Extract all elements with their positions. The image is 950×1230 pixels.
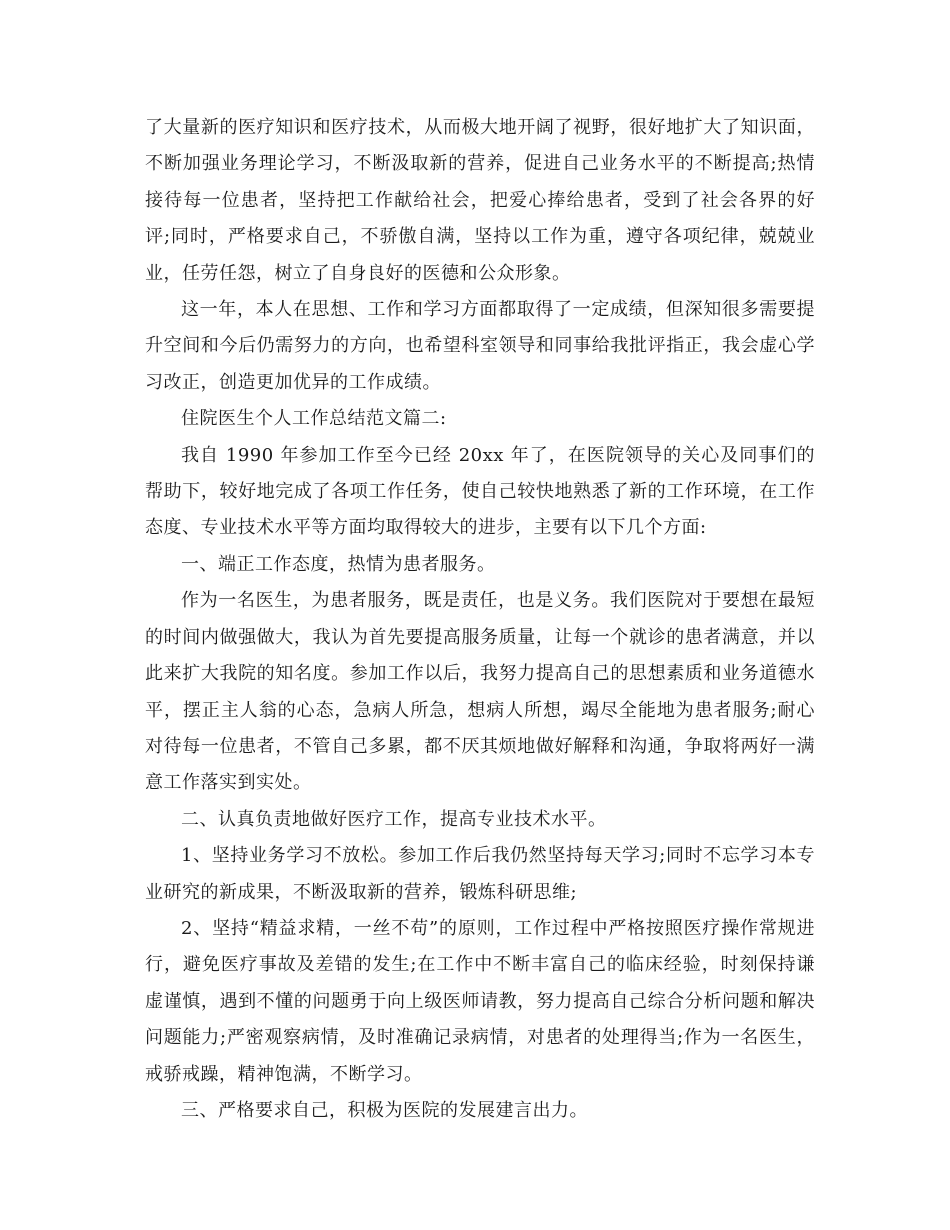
section-heading: 一、端正工作态度，热情为患者服务。 — [181, 553, 496, 575]
paragraph: 了大量新的医疗知识和医疗技术，从而极大地开阔了视野，很好地扩大了知识面，不断加强业务理论学习，不断汲取新的营养，促进自己业务水平的不断提高;热情接待每一位患者，坚持把工作献给社会，把爱心捧给患者，受到了社会各界的好评;同时，严格要求自己，不骄傲自满，坚持以工作为重，遵守各项纪律，兢兢业业，任劳任怨，树立了自身良好的医德和公众形象。 — [145, 117, 815, 284]
paragraph: 这一年，本人在思想、工作和学习方面都取得了一定成绩，但深知很多需要提升空间和今后仍需努力的方向，也希望科室领导和同事给我批评指正，我会虚心学习改正，创造更加优异的工作成绩。 — [145, 299, 815, 393]
paragraph: 作为一名医生，为患者服务，既是责任，也是义务。我们医院对于要想在最短的时间内做强做大，我认为首先要提高服务质量，让每一个就诊的患者满意，并以此来扩大我院的知名度。参加工作以后，我努力提高自己的思想素质和业务道德水平，摆正主人翁的心态，急病人所急，想病人所想，竭尽全能地为患者服务;耐心对待每一位患者，不管自己多累，都不厌其烦地做好解释和沟通，争取将两好一满意工作落实到实处。 — [145, 590, 815, 794]
document-body — [145, 110, 815, 1129]
section-heading: 二、认真负责地做好医疗工作，提高专业技术水平。 — [181, 808, 607, 830]
list-item: 2、坚持“精益求精，一丝不苟”的原则，工作过程中严格按照医疗操作常规进行，避免医疗事故及差错的发生;在工作中不断丰富自己的临床经验，时刻保持谦虚谨慎，遇到不懂的问题勇于向上级医师请教，努力提高自己综合分析问题和解决问题能力;严密观察病情，及时准确记录病情，对患者的处理得当;作为一名医生，戒骄戒躁，精神饱满，不断学习。 — [145, 917, 815, 1085]
section-heading: 住院医生个人工作总结范文篇二: — [181, 408, 447, 430]
list-item: 1、坚持业务学习不放松。参加工作后我仍然坚持每天学习;同时不忘学习本专业研究的新成果，不断汲取新的营养，锻炼科研思维; — [145, 845, 815, 903]
paragraph: 我自 1990 年参加工作至今已经 20xx 年了，在医院领导的关心及同事们的帮助下，较好地完成了各项工作任务，使自己较快地熟悉了新的工作环境，在工作态度、专业技术水平等方面均取得较大的进步，主要有以下几个方面: — [145, 444, 815, 539]
section-heading: 三、严格要求自己，积极为医院的发展建言出力。 — [181, 1099, 588, 1121]
